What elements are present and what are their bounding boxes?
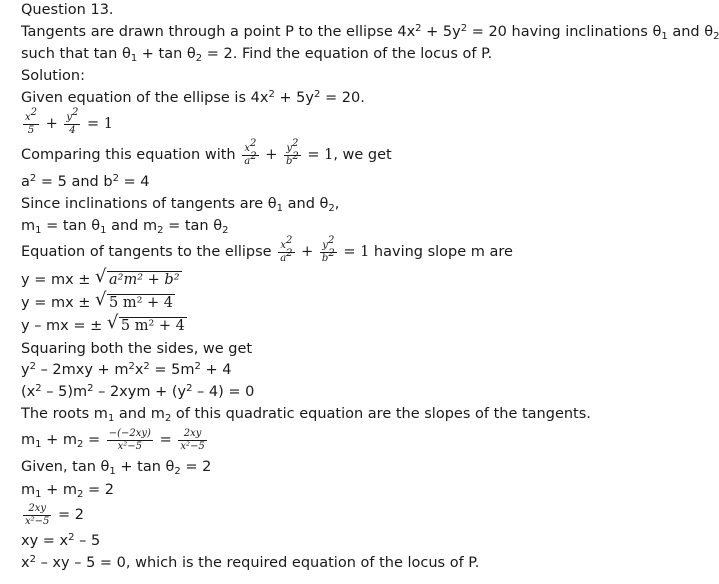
- inclinations-line: Since inclinations of tangents are $\theta_1$ and $\theta_2$,: [21, 196, 340, 214]
- xy-equation: xy = $x^2 - 5$: [21, 532, 101, 549]
- squared-equation: $y^2 - 2mxy + m^2x^2 = 5m^2 + 4$: [21, 361, 232, 378]
- sum-of-roots: $m_1 + m_2$ = $\frac{-(-2xy)}{\text{x²−5}}$ = $\frac{2xy}{\text{x²−5}}$: [21, 427, 205, 452]
- comparing-line: Comparing this equation with $\frac{x^2}{a^2}$ + $\frac{y^2}{b^2}$ = 1, we get: [21, 137, 392, 167]
- question-heading: Question 13.: [21, 2, 114, 18]
- given-tan-sum: Given, $\tan \theta_1 + \tan \theta_2 = 2$: [21, 459, 212, 477]
- sqrt-5m2-4-b: √ 5 m² + 4: [106, 312, 185, 334]
- sqrt-5m2-4: √ 5 m² + 4: [95, 289, 174, 311]
- a2-b2-values: $a^2 = 5$ and $b^2 = 4$: [21, 173, 150, 190]
- fraction-2xy-b: $\frac{2xy}{\text{x²−5}}$: [25, 502, 50, 527]
- squaring-line: Squaring both the sides, we get: [21, 341, 253, 357]
- tangent-eq-3: y – mx = ± √ 5 m² + 4: [21, 312, 185, 334]
- fraction-equals-2: $\frac{2xy}{\text{x²−5}}$ = 2: [25, 502, 84, 527]
- slopes-line: $m_1 = \tan \theta_1$ and $m_2 = \tan \theta_2$: [21, 218, 229, 236]
- final-locus: $x^2$ – xy – 5 = 0, which is the required equation of the locus of P.: [21, 554, 480, 571]
- fraction-x2-over-a2-2: $\frac{x^2}{a^2}$: [280, 234, 293, 264]
- fraction-2xy: $\frac{2xy}{\text{x²−5}}$: [180, 427, 205, 452]
- standard-form-equation: $\frac{x^2}{5}$ + $\frac{y^2}{4}$ = 1: [25, 106, 114, 136]
- tangent-eq-1: y = mx ± √ a²m² + b²: [21, 266, 180, 288]
- question-line-2: such that $\tan \theta_1 + \tan \theta_2 = 2$. Find the equation of the locus of P.: [21, 46, 493, 64]
- tangent-eq-2: y = mx ± √ 5 m² + 4: [21, 289, 174, 311]
- given-ellipse: Given equation of the ellipse is $4x^2 + 5y^2 = 20$.: [21, 89, 365, 106]
- fraction-neg-neg-2xy: $\frac{-(-2xy)}{\text{x²−5}}$: [108, 427, 151, 452]
- sqrt-a2m2-b2: √ a²m² + b²: [95, 266, 180, 288]
- tangent-equation-line: Equation of tangents to the ellipse $\frac{x^2}{a^2}$ + $\frac{y^2}{b^2}$ = 1 having slope m are: [21, 234, 513, 264]
- roots-line: The roots $m_1$ and $m_2$ of this quadratic equation are the slopes of the tangents.: [21, 406, 591, 424]
- fraction-y2-over-4: $\frac{y^2}{4}$: [66, 106, 79, 136]
- fraction-x2-over-5: $\frac{x^2}{5}$: [25, 106, 38, 136]
- quadratic-equation: $(x^2 - 5)m^2 - 2xym + (y^2 - 4) = 0$: [21, 383, 255, 400]
- fraction-x2-over-a2: $\frac{x^2}{a^2}$: [244, 137, 257, 167]
- solution-label: Solution:: [21, 68, 85, 84]
- sum-equals-2: $m_1 + m_2 = 2$: [21, 482, 114, 500]
- fraction-y2-over-b2-2: $\frac{y^2}{b^2}$: [321, 234, 335, 264]
- question-line-1: Tangents are drawn through a point P to the ellipse $4x^2 + 5y^2 = 20$ having inclinations $\theta_1$ and $\theta_2$: [21, 23, 719, 42]
- fraction-y2-over-b2: $\frac{y^2}{b^2}$: [285, 137, 299, 167]
